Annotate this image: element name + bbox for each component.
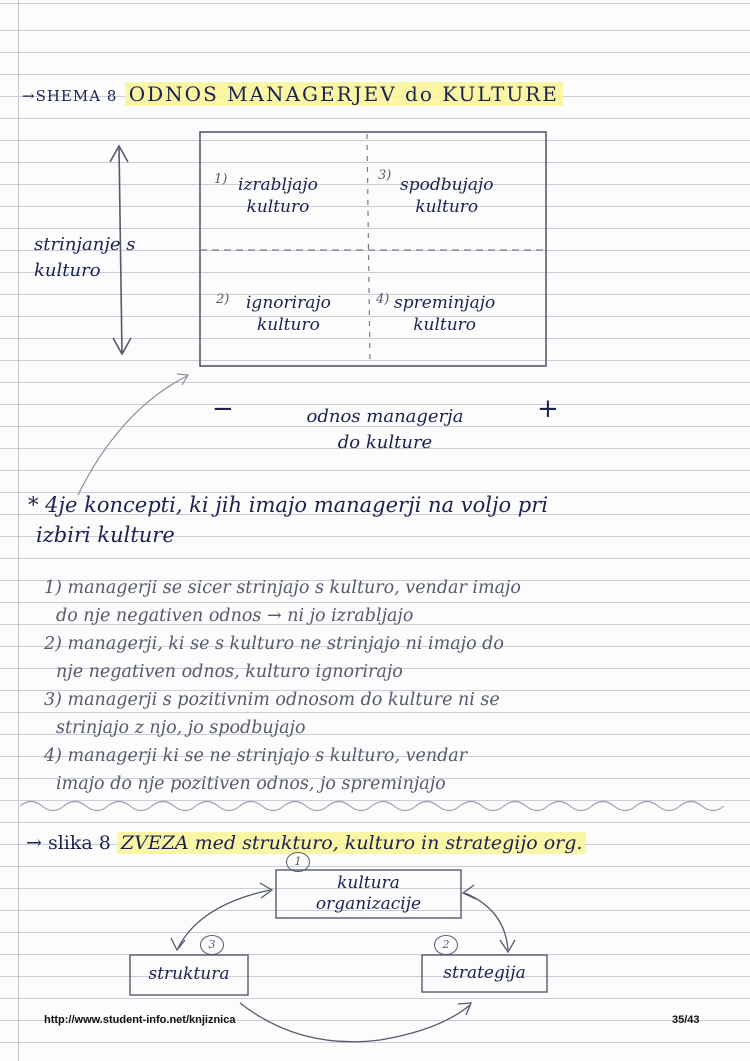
concepts-note-line1: * 4je koncepti, ki jih imajo managerji na voljo pri (28, 493, 548, 517)
concepts-note (28, 490, 548, 551)
list-line: imajo do nje pozitiven odnos, jo spreminjajo (56, 774, 446, 794)
quadrant-3-label (400, 174, 493, 218)
culture-node-line1: kultura (337, 873, 400, 893)
list-line: do nje negativen odnos → ni jo izrabljajo (56, 606, 414, 626)
note-pointer-arrow-head (177, 374, 188, 385)
y-axis-label (34, 232, 136, 284)
manager-types-list (44, 574, 521, 798)
quadrant-grid (200, 132, 546, 366)
x-axis-label-line1: odnos managerja (306, 406, 464, 427)
quadrant-1 (200, 132, 372, 248)
note-pointer-arrow (78, 376, 187, 495)
quadrant-4 (372, 250, 544, 366)
strategy-node-label: strategija (443, 963, 526, 983)
list-line: 4) managerji ki se ne strinjajo s kulturo, vendar (44, 746, 468, 766)
quadrant-1-number: 1) (214, 172, 228, 187)
x-axis-minus-sign: − (212, 394, 234, 424)
list-line: 3) managerji s pozitivnim odnosom do kulture ni se (44, 690, 500, 710)
wavy-separator (20, 802, 724, 811)
footer-url: http://www.student-info.net/knjiznica (44, 1014, 236, 1026)
concepts-note-line2: izbiri kulture (36, 523, 175, 548)
x-axis-label (270, 404, 500, 456)
arrow-structure-strategy (240, 1003, 470, 1042)
quadrant-3-number: 3) (378, 168, 392, 183)
figure-heading-title: ZVEZA med strukturo, kulturo in strategijo org. (117, 832, 587, 854)
quadrant-2-number: 2) (216, 292, 230, 307)
quadrant-2-line1: ignorirajo (246, 293, 331, 313)
quadrant-3-line1: spodbujajo (400, 175, 494, 195)
quadrant-2-line2: kulturo (257, 315, 320, 336)
structure-node-number: 3 (200, 935, 224, 955)
y-axis-label-line2: kulturo (34, 260, 101, 282)
quadrant-2 (200, 250, 372, 366)
culture-node-label (276, 873, 461, 916)
footer-page-number: 35/43 (672, 1014, 700, 1026)
list-line: 1) managerji se sicer strinjajo s kulturo, vendar imajo (44, 578, 521, 598)
scheme-heading-title: ODNOS MANAGERJEV do KULTURE (125, 82, 563, 106)
structure-node-label: struktura (148, 964, 230, 984)
list-line: nje negativen odnos, kulturo ignorirajo (56, 662, 403, 682)
strategy-node-number: 2 (434, 935, 458, 955)
figure-heading-prefix: → slika 8 (26, 832, 111, 854)
quadrant-4-line1: spreminjajo (394, 293, 496, 313)
list-line: 2) managerji, ki se s kulturo ne strinjajo ni imajo do (44, 634, 504, 654)
quadrant-3-line2: kulturo (415, 197, 479, 218)
quadrant-2-label (246, 292, 331, 336)
x-axis-label-line2: do kulture (337, 432, 433, 454)
scheme-heading-prefix: →SHEMA 8 (22, 87, 118, 105)
quadrant-4-label (394, 292, 495, 336)
quadrant-3 (372, 132, 544, 248)
quadrant-4-line2: kulturo (413, 315, 477, 336)
quadrant-1-label (238, 174, 318, 218)
figure-heading (26, 834, 586, 853)
culture-node-number: 1 (286, 852, 310, 872)
arrow-culture-structure (178, 890, 270, 948)
quadrant-1-line1: izrabljajo (238, 175, 318, 195)
quadrant-4-number: 4) (376, 292, 390, 307)
x-axis-plus-sign: + (537, 394, 559, 424)
list-line: strinjajo z njo, jo spodbujajo (56, 718, 306, 738)
quadrant-1-line2: kulturo (246, 197, 310, 218)
y-axis-label-line1: strinjanje s (34, 234, 136, 255)
culture-node-line2: organizacije (315, 894, 422, 915)
